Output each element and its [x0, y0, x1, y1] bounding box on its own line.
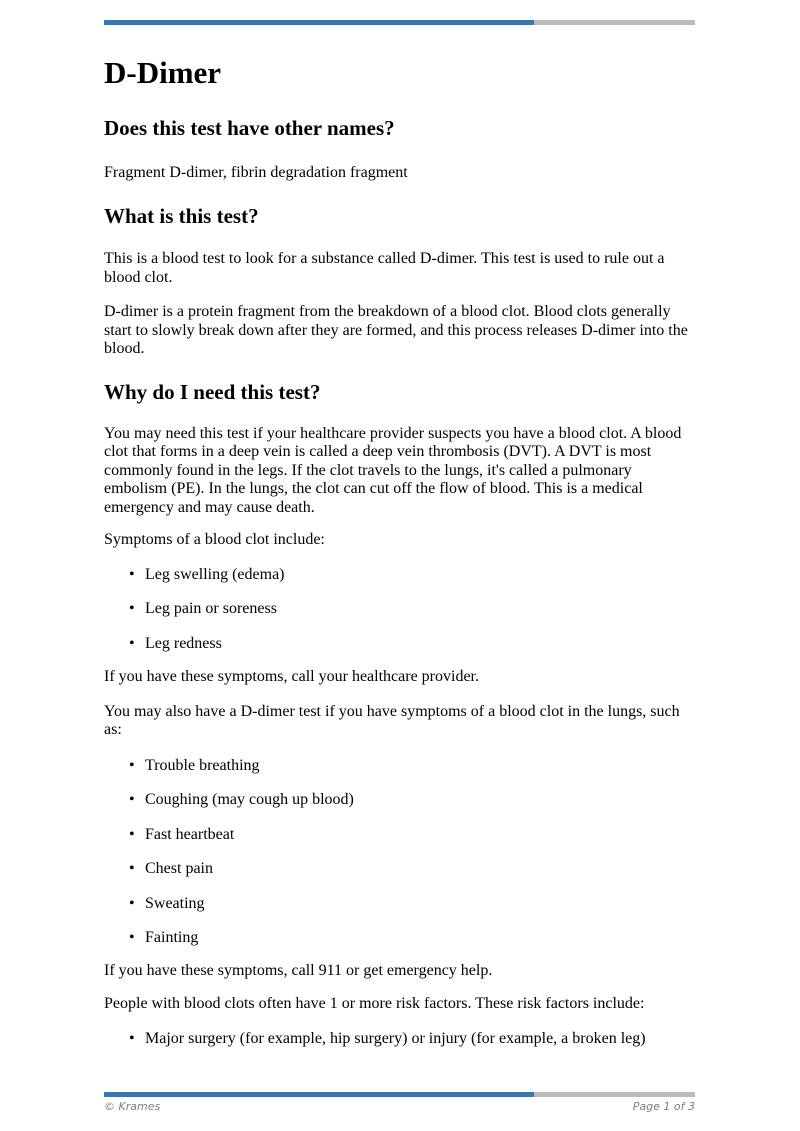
paragraph-call-provider: If you have these symptoms, call your healthcare provider.: [104, 668, 479, 686]
list-item: • Fainting: [145, 929, 695, 948]
list-item: • Leg pain or soreness: [145, 600, 695, 619]
paragraph-lung-symptoms-intro: You may also have a D-dimer test if you have symptoms of a blood clot in the lungs, such as:: [104, 702, 680, 739]
list-item: • Sweating: [145, 895, 695, 914]
section-heading-why-need-test: Why do I need this test?: [104, 379, 321, 404]
footer-text-row: [104, 1100, 695, 1113]
symptoms-list: [104, 566, 695, 654]
divider-gray-segment: [534, 1092, 695, 1097]
page-footer: [104, 1092, 695, 1113]
list-item: • Trouble breathing: [145, 757, 695, 776]
list-item: • Coughing (may cough up blood): [145, 791, 695, 810]
list-item: • Major surgery (for example, hip surgery) or injury (for example, a broken leg): [145, 1030, 695, 1049]
divider-blue-segment: [104, 1092, 534, 1097]
risk-factors-list: [104, 1030, 695, 1049]
paragraph-other-names: Fragment D-dimer, fibrin degradation fragment: [104, 164, 408, 182]
paragraph-symptoms-intro: Symptoms of a blood clot include:: [104, 531, 325, 549]
paragraph-why-need-test: You may need this test if your healthcare provider suspects you have a blood clot. A blood clot that forms in a deep vein is called a deep vein thrombosis (DVT). A DVT is most commonly found in the legs. If the clot travels to the lungs, it's called a pulmonary embolism (PE). In the lungs, the clot can cut off the flow of blood. This is a medical emergency and may cause death.: [104, 424, 682, 516]
paragraph-call-911: If you have these symptoms, call 911 or get emergency help.: [104, 961, 493, 979]
page-title: D-Dimer: [104, 55, 222, 90]
list-item: • Fast heartbeat: [145, 826, 695, 845]
list-item: • Leg swelling (edema): [145, 566, 695, 585]
paragraph-what-is-test-1: This is a blood test to look for a substance called D-dimer. This test is used to rule out a blood clot.: [104, 250, 665, 286]
document-body: [104, 25, 695, 1048]
list-item: • Leg redness: [145, 635, 695, 654]
paragraph-risk-factors-intro: People with blood clots often have 1 or more risk factors. These risk factors include:: [104, 995, 645, 1013]
paragraph-what-is-test-2: D-dimer is a protein fragment from the breakdown of a blood clot. Blood clots generally start to slowly break down after they are formed, and this process releases D-dimer into the blood.: [104, 303, 688, 358]
copyright-text: © Krames: [104, 1100, 161, 1113]
list-item: • Chest pain: [145, 860, 695, 879]
lung-symptoms-list: [104, 757, 695, 948]
footer-divider: [104, 1092, 695, 1097]
section-heading-other-names: Does this test have other names?: [104, 116, 395, 141]
section-heading-what-is-test: What is this test?: [104, 203, 259, 228]
page-number: Page 1 of 3: [632, 1100, 695, 1113]
